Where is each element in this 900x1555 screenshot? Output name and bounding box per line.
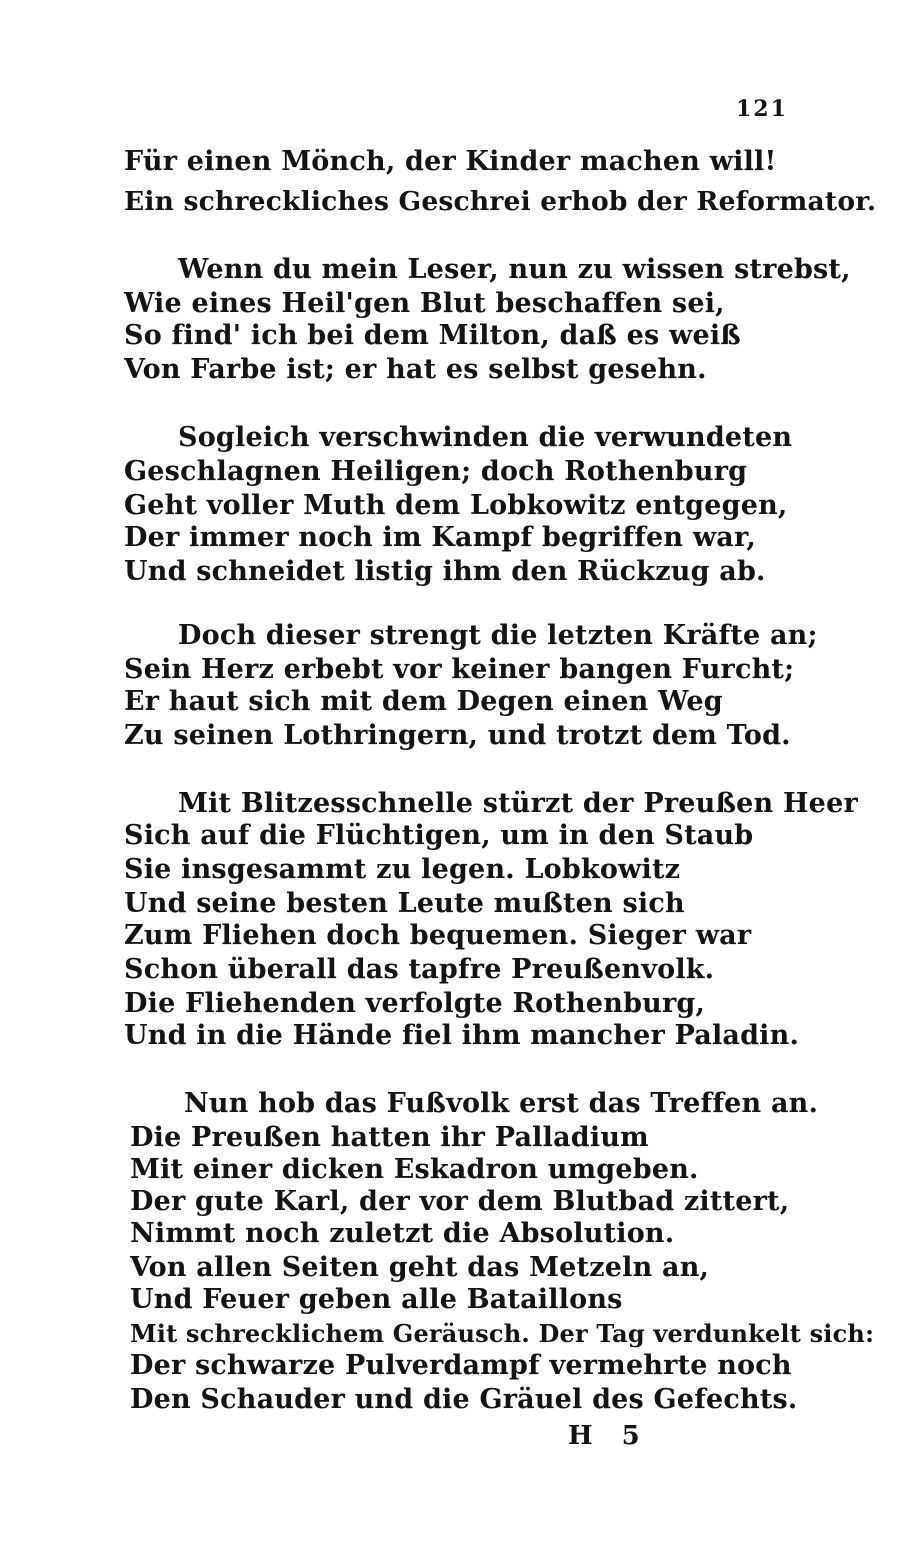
verse-line: Mit schrecklichem Geräusch. Der Tag verdunkelt sich: — [130, 1319, 875, 1348]
verse-line: Und seine besten Leute mußten sich — [124, 888, 685, 919]
verse-line: Wenn du mein Leser, nun zu wissen strebst, — [178, 254, 851, 285]
verse-line: Ein schreckliches Geschrei erhob der Reformator. — [124, 186, 877, 217]
verse-line: Sie insgesammt zu legen. Lobkowitz — [124, 854, 681, 885]
verse-line: Für einen Mönch, der Kinder machen will! — [124, 146, 777, 177]
verse-line: Geschlagnen Heiligen; doch Rothenburg — [124, 456, 748, 487]
verse-line: Nimmt noch zuletzt die Absolution. — [130, 1218, 675, 1249]
verse-line: Die Fliehenden verfolgte Rothenburg, — [124, 988, 706, 1019]
verse-line: Nun hob das Fußvolk erst das Treffen an. — [184, 1088, 819, 1119]
verse-line: Mit einer dicken Eskadron umgeben. — [130, 1154, 699, 1185]
verse-line: Wie eines Heil'gen Blut beschaffen sei, — [124, 288, 725, 319]
verse-line: Er haut sich mit dem Degen einen Weg — [124, 686, 723, 717]
verse-line: Geht voller Muth dem Lobkowitz entgegen, — [124, 490, 788, 521]
verse-line: Doch dieser strengt die letzten Kräfte an; — [178, 620, 818, 651]
verse-line: Zum Fliehen doch bequemen. Sieger war — [124, 920, 752, 951]
verse-line: Von allen Seiten geht das Metzeln an, — [130, 1252, 710, 1283]
verse-line: Und Feuer geben alle Bataillons — [130, 1284, 623, 1315]
page-number: 121 — [736, 96, 788, 122]
verse-line: Schon überall das tapfre Preußenvolk. — [124, 954, 715, 985]
verse-line: Der immer noch im Kampf begriffen war, — [124, 522, 757, 553]
verse-line: Sogleich verschwinden die verwundeten — [178, 422, 793, 453]
verse-line: Mit Blitzesschnelle stürzt der Preußen Heer — [178, 788, 858, 819]
verse-line: Die Preußen hatten ihr Palladium — [130, 1122, 649, 1153]
verse-line: Der gute Karl, der vor dem Blutbad zittert, — [130, 1186, 790, 1217]
signature-mark: H 5 — [568, 1421, 650, 1451]
verse-line: Von Farbe ist; er hat es selbst gesehn. — [124, 354, 707, 385]
verse-line: Der schwarze Pulverdampf vermehrte noch — [130, 1350, 792, 1381]
verse-line: So find' ich bei dem Milton, daß es weiß — [124, 320, 741, 351]
verse-line: Zu seinen Lothringern, und trotzt dem Tod. — [124, 720, 791, 751]
verse-line: Sich auf die Flüchtigen, um in den Staub — [124, 820, 754, 851]
verse-line: Und in die Hände fiel ihm mancher Paladin. — [124, 1020, 800, 1051]
verse-line: Und schneidet listig ihm den Rückzug ab. — [124, 556, 766, 587]
verse-line: Den Schauder und die Gräuel des Gefechts. — [130, 1384, 798, 1415]
verse-line: Sein Herz erbebt vor keiner bangen Furcht; — [124, 654, 795, 685]
